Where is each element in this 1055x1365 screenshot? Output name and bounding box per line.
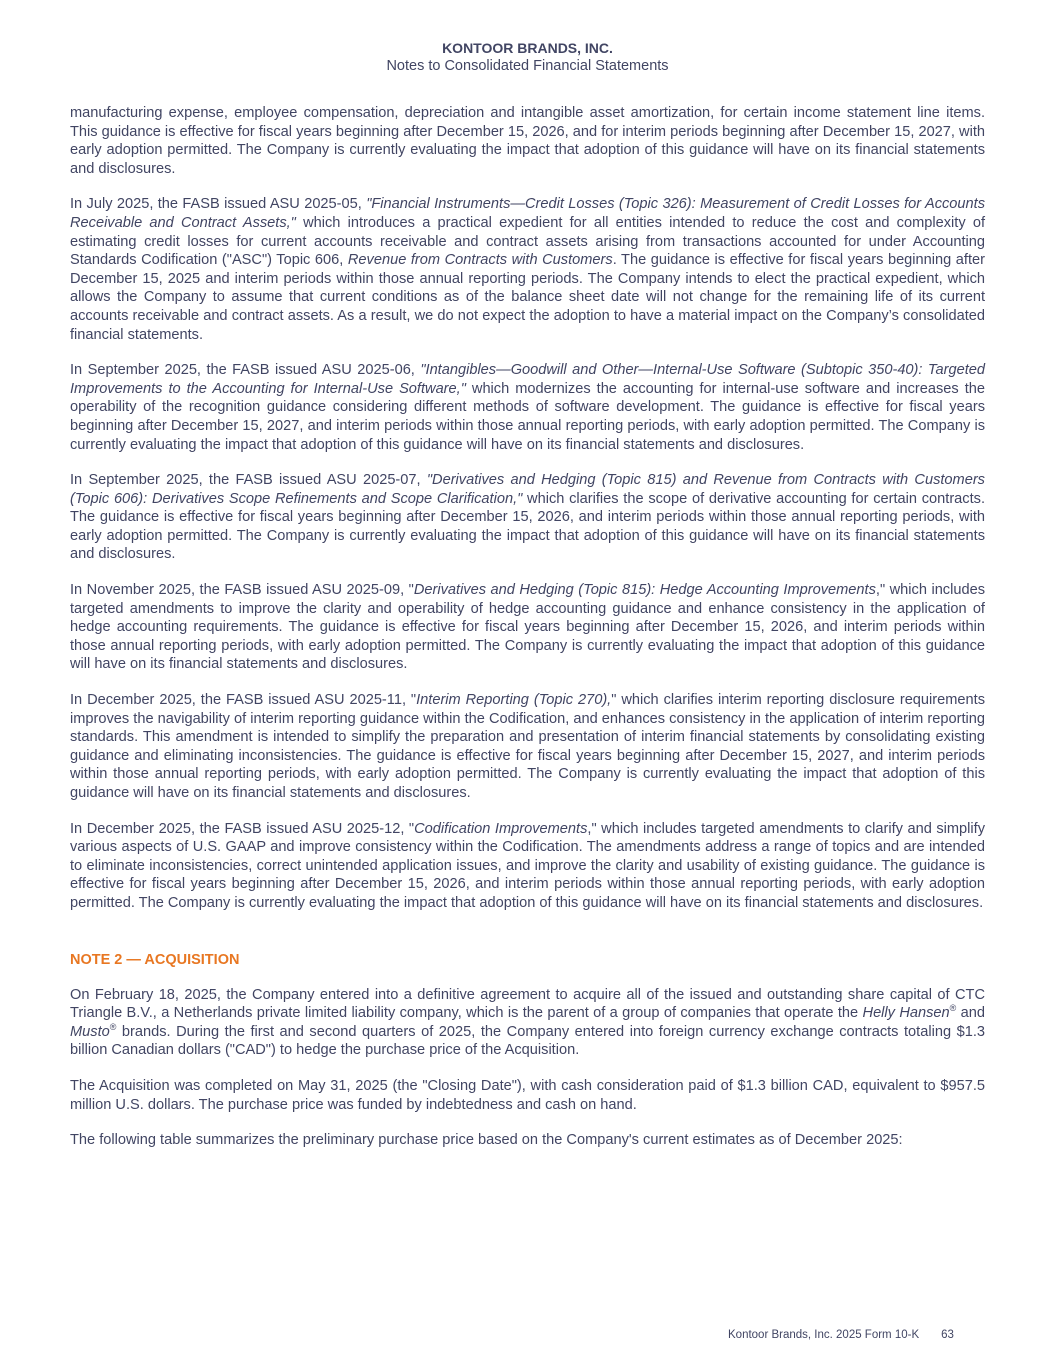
asu-2025-07-title: "Derivatives and Hedging (Topic 815) and Revenue from Contracts with Customers (Topic 606): Derivatives Scope Refinements and Scope Clarification,": [70, 472, 985, 507]
registered-mark: ®: [109, 1021, 117, 1032]
paragraph-acquisition-agreement: On February 18, 2025, the Company entered into a definitive agreement to acquire all of the issued and outstanding share capital of CTC Triangle B.V., a Netherlands private limited liability company, which is the parent of a group of companies that operate the Helly Hansen® and Musto® brands. During the first and second quarters of 2025, the Company entered into foreign currency exchange contracts totaling $1.3 billion Canadian dollars ("CAD") to hedge the purchase price of the Acquisition.: [70, 986, 985, 1059]
registered-mark: ®: [949, 1003, 957, 1014]
footer-label: Kontoor Brands, Inc. 2025 Form 10-K: [728, 1329, 920, 1341]
brand-helly-hansen: Helly Hansen: [862, 1005, 950, 1022]
page-footer: [728, 1328, 954, 1342]
paragraph-closing-date: The Acquisition was completed on May 31, 2025 (the "Closing Date"), with cash consideration paid of $1.3 billion CAD, equivalent to $957.5 million U.S. dollars. The purchase price was funded by indebtedness and cash on hand.: [70, 1077, 985, 1113]
page-subtitle: Notes to Consolidated Financial Statements: [386, 58, 669, 74]
asu-2025-05-title: "Financial Instruments—Credit Losses (Topic 326): Measurement of Credit Losses for Accounts Receivable and Contract Assets,": [70, 196, 985, 231]
asu-2025-06-title: "Intangibles—Goodwill and Other—Internal-Use Software (Subtopic 350-40): Targeted Improvements to the Accounting for Internal-Use Software,": [70, 362, 985, 397]
paragraph-asu-2025-05: In July 2025, the FASB issued ASU 2025-05, "Financial Instruments—Credit Losses (Topic 326): Measurement of Credit Losses for Accounts Receivable and Contract Assets," which introduces a practical expedient for all entities intended to reduce the cost and complexity of estimating credit losses for current accounts receivable and contract assets arising from transactions accounted for under Accounting Standards Codification ("ASC") Topic 606, Revenue from Contracts with Customers. The guidance is effective for fiscal years beginning after December 15, 2025 and interim periods within those annual reporting periods. The Company intends to elect the practical expedient, which allows the Company to assume that current conditions as of the balance sheet date will not change for the remaining life of its current accounts receivable and contract assets. As a result, we do not expect the adoption to have a material impact on the Company’s consolidated financial statements.: [70, 196, 986, 343]
brand-musto: Musto: [70, 1023, 110, 1040]
paragraph-table-intro: The following table summarizes the preliminary purchase price based on the Company's current estimates as of December 2025:: [70, 1132, 903, 1149]
page-header: [0, 39, 1055, 76]
company-name: KONTOOR BRANDS, INC.: [442, 40, 613, 56]
asu-2025-12-title: Codification Improvements: [414, 820, 588, 837]
page-number: 63: [941, 1329, 954, 1341]
paragraph-asu-2025-12: In December 2025, the FASB issued ASU 2025-12, "Codification Improvements," which includes targeted amendments to clarify and simplify various aspects of U.S. GAAP and improve consistency within the Codification. The amendments address a range of topics and are intended to eliminate inconsistencies, correct unintended application issues, and improve the clarity and usability of existing guidance. The guidance is effective for fiscal years beginning after December 15, 2026, and interim periods within those annual reporting periods, with early adoption permitted. The Company is currently evaluating the impact that adoption of this guidance will have on its financial statements and disclosures.: [70, 820, 985, 911]
asu-2025-09-title: Derivatives and Hedging (Topic 815): Hedge Accounting Improvements: [413, 582, 876, 599]
asc-606-title: Revenue from Contracts with Customers: [347, 252, 613, 269]
paragraph-asu-2025-11: In December 2025, the FASB issued ASU 2025-11, "Interim Reporting (Topic 270)," which clarifies interim reporting disclosure requirements improves the navigability of interim reporting guidance within the Codification, and enhances consistency in the application of interim reporting standards. This amendment is intended to simplify the preparation and presentation of interim financial statements by consolidating existing guidance and eliminating inconsistencies. The guidance is effective for fiscal years beginning after December 15, 2027, and interim periods within those annual reporting periods, with early adoption permitted. The Company is currently evaluating the impact that adoption of this guidance will have on its financial statements and disclosures.: [70, 692, 985, 801]
paragraph-asu-2025-07: In September 2025, the FASB issued ASU 2025-07, "Derivatives and Hedging (Topic 815) and Revenue from Contracts with Customers (Topic 606): Derivatives Scope Refinements and Scope Clarification," which clarifies the scope of derivative accounting for certain contracts. The guidance is effective for fiscal years beginning after December 15, 2026, and interim periods within those annual reporting periods, with early adoption permitted. The Company is currently evaluating the impact that adoption of this guidance will have on its financial statements and disclosures.: [70, 472, 985, 563]
note-2-heading: NOTE 2 — ACQUISITION: [70, 951, 240, 968]
paragraph-expense-disclosure: manufacturing expense, employee compensation, depreciation and intangible asset amortization, for certain income statement line items. This guidance is effective for fiscal years beginning after December 15, 2026, and for interim periods beginning after December 15, 2027, with early adoption permitted. The Company is currently evaluating the impact that adoption of this guidance will have on its financial statements and disclosures.: [70, 105, 985, 177]
paragraph-asu-2025-09: In November 2025, the FASB issued ASU 2025-09, "Derivatives and Hedging (Topic 815): Hedge Accounting Improvements," which includes targeted amendments to improve the clarity and operability of hedge accounting guidance and enhance consistency in the application of hedge accounting requirements. The guidance is effective for fiscal years beginning after December 15, 2026, and interim periods within those annual reporting periods, with early adoption permitted. The Company is currently evaluating the impact that adoption of this guidance will have on its financial statements and disclosures.: [70, 582, 985, 673]
document-body: [70, 104, 985, 1150]
asu-2025-11-title: Interim Reporting (Topic 270),: [416, 692, 612, 709]
paragraph-asu-2025-06: In September 2025, the FASB issued ASU 2025-06, "Intangibles—Goodwill and Other—Internal-Use Software (Subtopic 350-40): Targeted Improvements to the Accounting for Internal-Use Software," which modernizes the accounting for internal-use software and increases the operability of the recognition guidance considering different methods of software development. The guidance is effective for fiscal years beginning after December 15, 2027, and interim periods within those annual reporting periods, with early adoption permitted. The Company is currently evaluating the impact that adoption of this guidance will have on its financial statements and disclosures.: [70, 362, 986, 453]
